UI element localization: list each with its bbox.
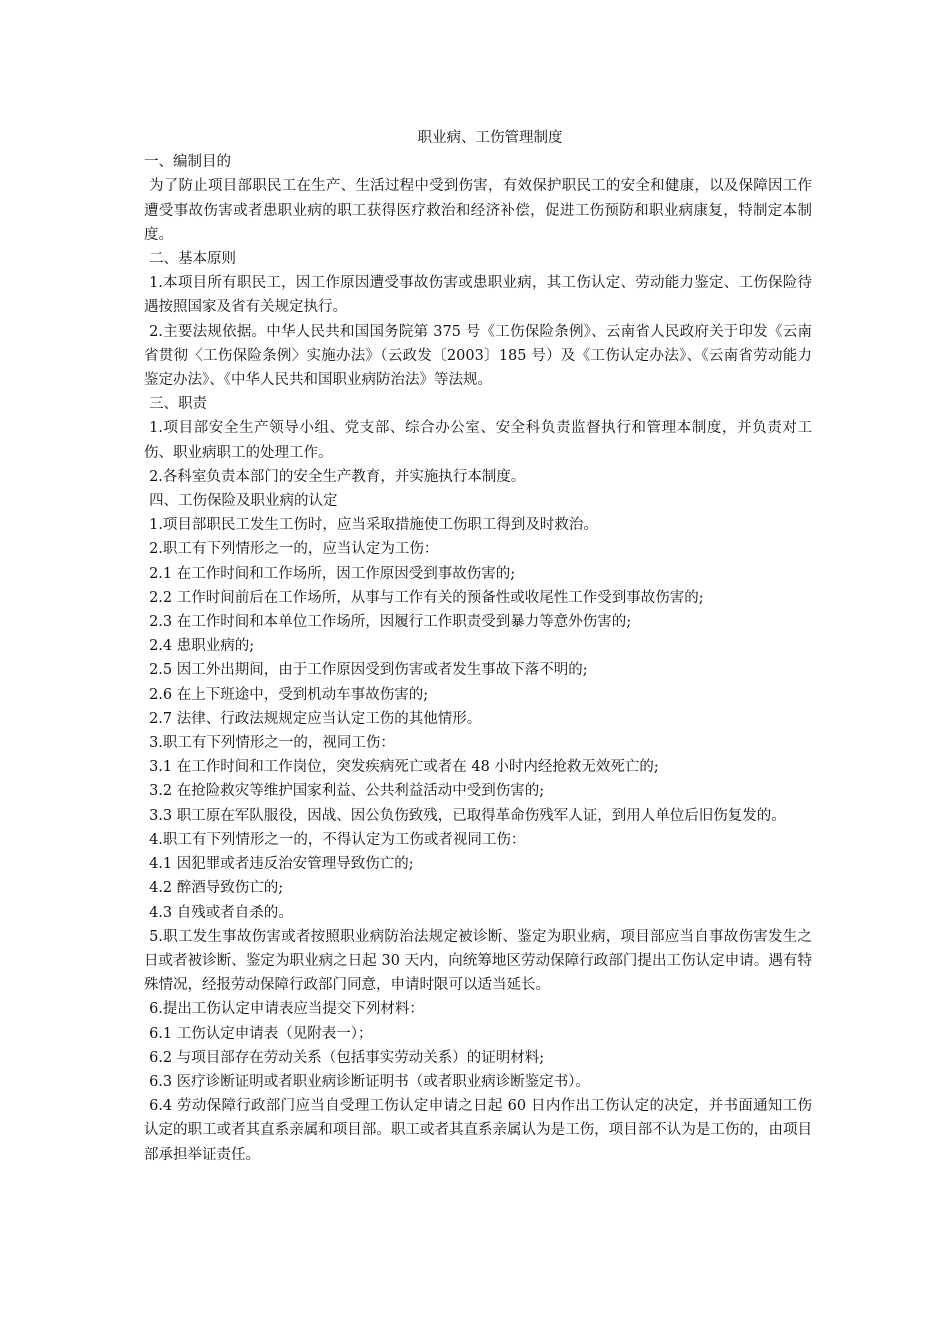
paragraph: 2.职工有下列情形之一的，应当认定为工伤：	[149, 541, 439, 558]
paragraph: 2.1 在工作时间和工作场所，因工作原因受到事故伤害的;	[149, 565, 516, 582]
paragraph: 1.本项目所有职民工，因工作原因遭受事故伤害或患职业病，其工伤认定、劳动能力鉴定、工伤保险待遇按照国家及省有关规定执行。	[144, 275, 812, 316]
paragraph: 6.2 与项目部存在劳动关系（包括事实劳动关系）的证明材料;	[149, 1049, 545, 1066]
paragraph: 2.7 法律、行政法规规定应当认定工伤的其他情形。	[149, 710, 482, 727]
document-body	[144, 150, 812, 1167]
paragraph: 5.职工发生事故伤害或者按照职业病防治法规定被诊断、鉴定为职业病，项目部应当自事故伤害发生之日或者被诊断、鉴定为职业病之日起 30 天内，向统筹地区劳动保障行政部门提出工伤认定申请。遇有特殊情况，经报劳动保障行政部门同意，申请时限可以适当延长。	[144, 928, 812, 994]
paragraph: 四、工伤保险及职业病的认定	[149, 493, 338, 510]
paragraph: 2.2 工作时间前后在工作场所，从事与工作有关的预备性或收尾性工作受到事故伤害的;	[149, 589, 704, 606]
paragraph: 三、职责	[149, 396, 208, 413]
document-page	[144, 126, 812, 1167]
paragraph: 2.6 在上下班途中，受到机动车事故伤害的;	[149, 686, 429, 703]
paragraph: 2.5 因工外出期间，由于工作原因受到伤害或者发生事故下落不明的;	[149, 662, 588, 679]
paragraph: 6.1 工伤认定申请表（见附表一）；	[149, 1025, 373, 1042]
paragraph: 3.职工有下列情形之一的，视同工伤：	[149, 735, 395, 752]
paragraph: 2.各科室负责本部门的安全生产教育，并实施执行本制度。	[149, 468, 526, 485]
paragraph: 2.3 在工作时间和本单位工作场所，因履行工作职责受到暴力等意外伤害的;	[149, 614, 632, 631]
paragraph: 4.职工有下列情形之一的，不得认定为工伤或者视同工伤：	[149, 831, 526, 848]
paragraph: 二、基本原则	[149, 251, 237, 268]
paragraph: 6.3 医疗诊断证明或者职业病诊断证明书（或者职业病诊断鉴定书）。	[149, 1073, 590, 1090]
paragraph: 6.4 劳动保障行政部门应当自受理工伤认定申请之日起 60 日内作出工伤认定的决定，并书面通知工伤认定的职工或者其直系亲属和项目部。职工或者其直系亲属认为是工伤，项目部不认为是工伤的，由项目部承担举证责任。	[144, 1098, 812, 1163]
document-title: 职业病、工伤管理制度	[417, 130, 563, 146]
paragraph: 2.主要法规依据。中华人民共和国国务院第 375 号《工伤保险条例》、云南省人民政府关于印发《云南省贯彻〈工伤保险条例〉实施办法》（云政发〔2003〕185 号）及《工伤认定办法》、《云南省劳动能力鉴定办法》、《中华人民共和国职业病防治法》等法规。	[144, 323, 812, 389]
paragraph: 1.项目部职民工发生工伤时，应当采取措施使工伤职工得到及时救治。	[149, 517, 598, 534]
paragraph: 一、编制目的	[144, 154, 231, 171]
paragraph: 2.4 患职业病的;	[149, 638, 255, 655]
paragraph: 3.2 在抢险救灾等维护国家利益、公共利益活动中受到伤害的;	[149, 783, 545, 800]
paragraph: 1.项目部安全生产领导小组、党支部、综合办公室、安全科负责监督执行和管理本制度，并负责对工伤、职业病职工的处理工作。	[144, 420, 812, 461]
paragraph: 4.3 自残或者自杀的。	[149, 904, 293, 921]
paragraph: 4.2 醉酒导致伤亡的;	[149, 880, 284, 897]
paragraph: 3.1 在工作时间和工作岗位，突发疾病死亡或者在 48 小时内经抢救无效死亡的;	[149, 759, 659, 776]
paragraph: 3.3 职工原在军队服役，因战、因公负伤致残，已取得革命伤残军人证，到用人单位后旧伤复发的。	[149, 807, 786, 824]
paragraph: 6.提出工伤认定申请表应当提交下列材料：	[149, 1001, 424, 1018]
paragraph: 4.1 因犯罪或者违反治安管理导致伤亡的;	[149, 856, 414, 873]
paragraph: 为了防止项目部职民工在生产、生活过程中受到伤害，有效保护职民工的安全和健康，以及保障因工作遭受事故伤害或者患职业病的职工获得医疗救治和经济补偿，促进工伤预防和职业病康复，特制定本制度。	[144, 178, 812, 243]
